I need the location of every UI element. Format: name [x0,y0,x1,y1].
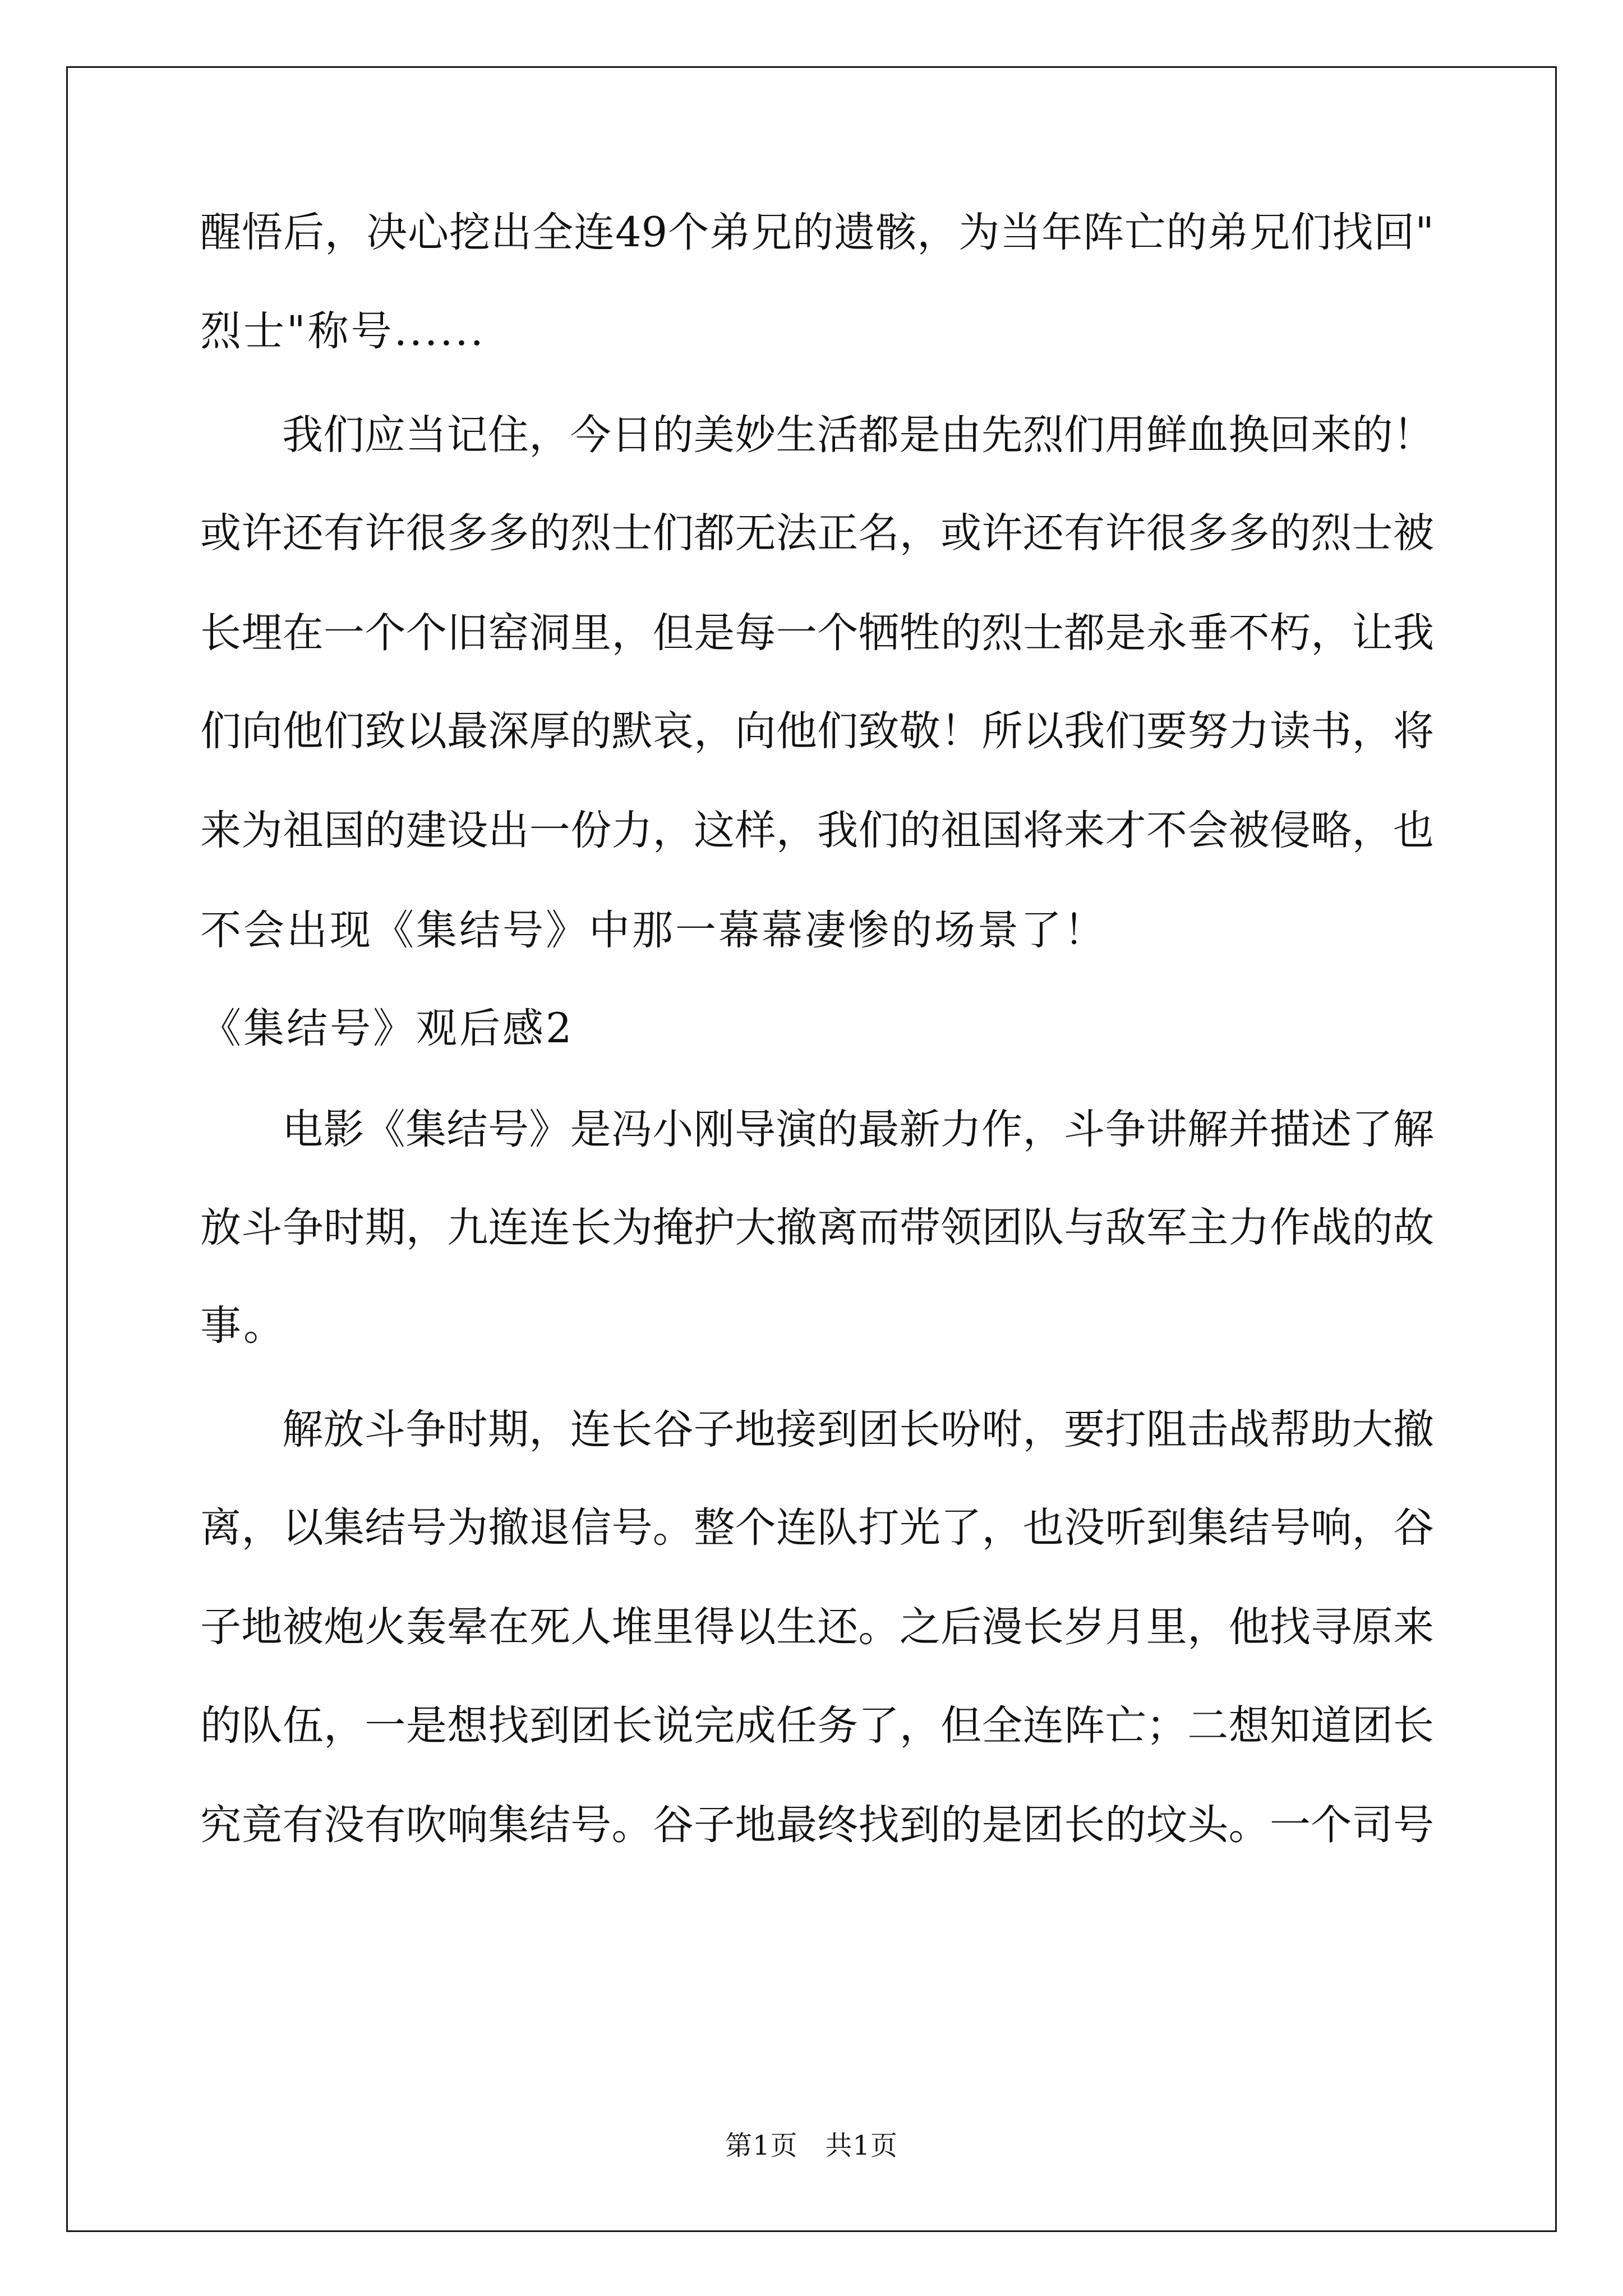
text-line: 或许还有许很多多的烈士们都无法正名，或许还有许很多多的烈士被 [200,509,1434,557]
text-line: 离，以集结号为撤退信号。整个连队打光了，也没听到集结号响，谷 [200,1504,1434,1552]
text-line: 们向他们致以最深厚的默哀，向他们致敬！所以我们要努力读书，将 [200,707,1434,755]
text-line: 解放斗争时期，连长谷子地接到团长吩咐，要打阻击战帮助大撤 [282,1406,1434,1453]
text-line: 来为祖国的建设出一份力，这样，我们的祖国将来才不会被侵略，也 [200,807,1434,854]
text-line: 放斗争时期，九连连长为掩护大撤离而带领团队与敌军主力作战的故 [200,1204,1434,1251]
text-line: 长埋在一个个旧窑洞里，但是每一个牺牲的烈士都是永垂不朽，让我 [200,609,1434,657]
page-footer: 第1页 共1页 [725,2130,898,2161]
text-line: 的队伍，一是想找到团长说完成任务了，但全连阵亡；二想知道团长 [200,1702,1434,1750]
text-line: 电影《集结号》是冯小刚导演的最新力作，斗争讲解并描述了解 [282,1106,1434,1153]
text-line: 究竟有没有吹响集结号。谷子地最终找到的是团长的坟头。一个司号 [200,1801,1434,1849]
text-line: 不会出现《集结号》中那一幕幕凄惨的场景了！ [200,907,1107,954]
text-line: 事。 [200,1302,287,1350]
section-heading: 《集结号》观后感2 [200,1005,574,1052]
text-line: 我们应当记住，今日的美妙生活都是由先烈们用鲜血换回来的！ [282,411,1434,459]
text-line: 子地被炮火轰晕在死人堆里得以生还。之后漫长岁月里，他找寻原来 [200,1603,1434,1651]
text-line: 烈士"称号...... [200,307,486,355]
text-line: 醒悟后，决心挖出全连49个弟兄的遗骸，为当年阵亡的弟兄们找回" [200,209,1434,256]
